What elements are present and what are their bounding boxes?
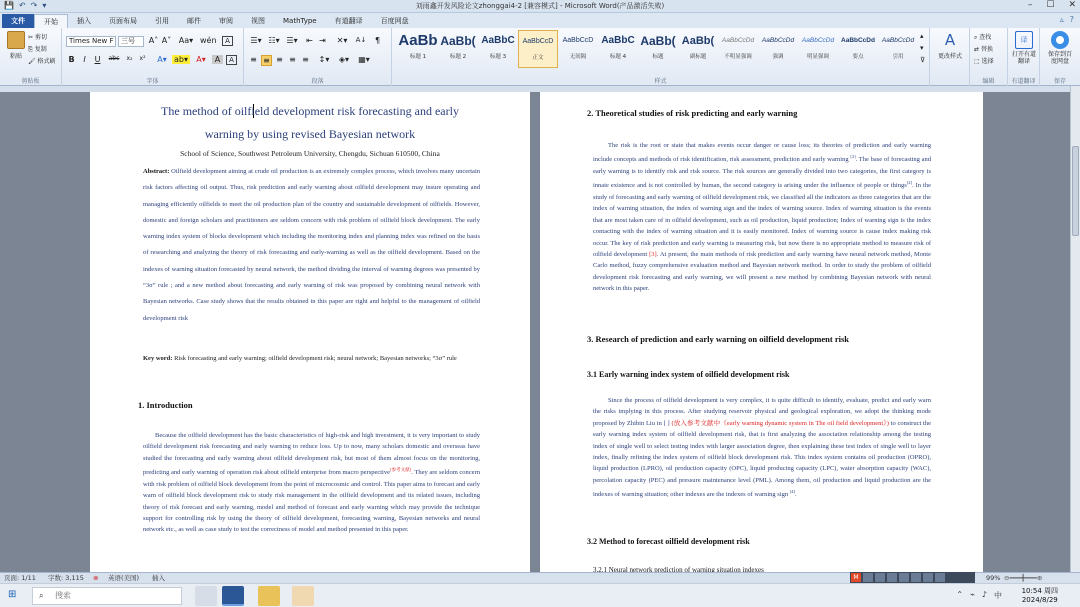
style-emphasis[interactable]: AaBbCcDd 强调 [761,37,795,60]
abstract-label: Abstract: [143,168,170,175]
section-1-heading: 1. Introduction [138,400,193,410]
tab-file[interactable]: 文件 [2,14,34,28]
replace-button[interactable]: ⇄ 替换 [974,46,993,53]
distribute-button[interactable]: ≡ [302,55,309,64]
bullets-button[interactable]: ☰▾ [250,36,262,45]
tab-review[interactable]: 审阅 [219,17,233,25]
save-group-label: 保存 [1053,78,1066,85]
ime-help-icon[interactable] [923,573,933,582]
tray-expand-icon[interactable]: ⌃ [956,590,964,599]
paper-title-line-1: The method of oilfield development risk forecasting and early [161,104,459,118]
group-save [1040,28,1080,86]
multilevel-list-button[interactable]: ☰▾ [286,36,298,45]
tab-mailings[interactable]: 邮件 [187,17,201,25]
shading-button[interactable]: ◈▾ [338,55,350,64]
underline-button[interactable]: U [94,55,101,64]
ime-mode-icon[interactable] [863,573,873,582]
style-heading-2[interactable]: AaBb( 标题 2 [440,34,476,60]
input-method-bar[interactable] [850,572,975,583]
clock[interactable]: 10:54 周四 2024/8/29 [1021,587,1058,604]
styles-scroll-down-icon[interactable]: ▾ [920,44,924,52]
maximize-button[interactable]: ☐ [1046,0,1055,10]
title-bar [0,0,1080,13]
keywords-text: Risk forecasting and early warning; oilfield development risk; neural network; Bayesian networks; “3σ” rule [172,355,457,362]
numbering-button[interactable]: ☷▾ [268,36,280,45]
group-editing [970,28,1008,86]
ribbon-corner-controls [1060,15,1074,24]
volume-icon[interactable]: ♪ [981,590,987,599]
group-paragraph [244,28,392,86]
windows-start-icon[interactable]: ⊞ [8,589,17,600]
tab-view[interactable]: 视图 [251,17,265,25]
styles-scroll-up-icon[interactable]: ▴ [920,32,924,40]
styles-group-label: 样式 [654,78,667,85]
tab-baidu-netdisk[interactable]: 百度网盘 [380,17,409,25]
document-workspace [0,92,1070,572]
highlight-button[interactable]: ab▾ [174,55,188,64]
abstract-paragraph [143,164,480,327]
language-indicator[interactable]: 英语(美国) [108,574,140,582]
style-normal[interactable]: AaBbCcD 正文 [518,30,558,68]
open-youdao-button[interactable]: 译 打开有道翻译 [1010,31,1038,65]
undo-icon[interactable]: ↶ [18,1,26,10]
phonetic-guide-button[interactable]: wén [200,36,217,45]
line-spacing-button[interactable]: ↕▾ [318,55,330,64]
superscript-button[interactable]: x² [139,55,146,62]
ime-keyboard-icon[interactable] [887,573,897,582]
word-taskbar-icon[interactable] [222,586,244,606]
style-heading-3[interactable]: AaBbC 标题 3 [481,35,515,60]
ime-punct-icon[interactable] [875,573,885,582]
ime-menu-icon[interactable] [935,573,945,582]
keywords-label: Key word: [143,355,173,362]
group-styles [392,28,930,86]
taskbar-search-input[interactable]: ⌕ 搜索 [32,587,182,605]
document-page-1[interactable] [90,92,530,572]
style-title[interactable]: AaBb( 标题 [640,34,676,60]
reference-note: (放入参考文献中《early warning dynamic system in The oil field development》) [671,419,889,427]
borders-button[interactable]: ▦▾ [358,55,370,64]
help-icon[interactable]: ? [1069,15,1074,24]
ime-tray-icon[interactable]: 中 [994,591,1002,600]
intro-citation: [参考文献] [390,467,412,473]
shrink-font-button[interactable]: A˅ [161,36,172,45]
redo-icon[interactable]: ↷ [30,1,38,10]
increase-indent-button[interactable]: ⇥ [319,36,326,45]
subscript-button[interactable]: x₂ [126,55,133,62]
section-3-2-heading: 3.2 Method to forecast oilfield development risk [587,537,750,546]
tab-mathtype[interactable]: MathType [283,17,317,25]
paper-title-line-2: warning by using revised Bayesian network [204,127,416,141]
grow-font-button[interactable]: A˄ [148,36,159,45]
group-youdao [1008,28,1040,86]
group-font [62,28,244,86]
font-size-select[interactable]: 三号 [118,36,144,47]
chinese-layout-button[interactable]: ✕▾ [336,36,348,45]
network-icon[interactable]: ⌁ [970,590,975,599]
taskbar [0,583,1080,607]
style-heading-4[interactable]: AaBbC 标题 4 [601,35,635,60]
format-painter-button[interactable]: 🖌 格式刷 [28,58,56,65]
justify-button[interactable]: ≡ [289,55,296,64]
tab-page-layout[interactable]: 页面布局 [109,17,137,25]
intro-paragraph: Because the oilfield development has the basic characteristics of high-risk and high investment, it is very important to study oilfield development risk forecasting and early warning to reduce loss. Up to now, many scholars domestic and overseas have studied the forecasting and early warning about oilfield development risk, but most of them almost focus on the monitoring, predicting and early warning of operation risk about oilfield enterprise from macro perspective[参考文献]. They are seldom concern with risk problem of oilfield block development from the point of microcosmic and control. This paper aims to forecast and early warn of oilfield block development risk to study risk management in the oilfield development and its related issues, including theory of risk forecast and early warning, model and method of forecast and early warning which may provide the technique support for controlling risk by using the theory of oilfield development, forecasting warning, Bayesian networks and neural network etc., as well as case study to test the correctness of model and method presented in this paper. [143,432,480,534]
zoom-level[interactable]: 99% [986,574,1001,582]
font-color-button[interactable]: A▾ [196,55,206,64]
customize-qat-icon[interactable]: ▾ [42,1,47,10]
style-subtitle[interactable]: AaBb( 副标题 [681,35,715,60]
align-left-button[interactable]: ≡ [250,55,257,64]
ribbon-home [0,28,1080,86]
copy-button[interactable]: ⎘ 复制 [28,46,47,53]
search-icon: ⌕ [39,591,44,600]
vertical-scrollbar[interactable] [1070,86,1080,572]
section-3-heading: 3. Research of prediction and early warning on oilfield development risk [587,334,850,344]
style-intense-emphasis[interactable]: AaBbCcDd 明显强调 [801,37,835,60]
styles-more-icon[interactable]: ⊽ [920,56,926,64]
tab-insert[interactable]: 插入 [77,17,91,25]
collapse-ribbon-icon[interactable]: ▵ [1059,15,1064,24]
save-icon[interactable]: 💾 [4,1,14,10]
text-effects-button[interactable]: A▾ [157,55,167,64]
editing-group-label: 编辑 [982,78,995,85]
decrease-indent-button[interactable]: ⇤ [306,36,313,45]
save-to-baidu-button[interactable]: 保存到百度网盘 [1046,31,1074,65]
find-button[interactable]: ⌕ 查找 [974,34,992,41]
sort-button[interactable]: A↓ [355,36,367,44]
page-count[interactable]: 页面: 1/11 [4,574,36,582]
youdao-group-label: 有道翻译 [1011,78,1036,85]
change-case-button[interactable]: Aa▾ [178,36,194,45]
image-viewer-icon[interactable] [292,586,314,606]
font-group-label: 字体 [146,78,159,85]
system-tray [956,590,1002,601]
task-view-icon[interactable] [195,586,217,606]
bold-button[interactable]: B [68,55,75,64]
tab-home[interactable]: 开始 [34,14,68,28]
section-3-2-1-heading: 3.2.1 Neural network prediction of warning situation indexes [593,566,764,572]
style-no-spacing[interactable]: AaBbCcD 无间隔 [562,37,594,60]
abstract-text: Oilfield development aiming at crude oil production is an extremely complex process, which involves many uncertain risk factors affecting oil output. Thus, risk prediction and early warning about oilfield development may insure operating and managing efficiently oilfields to meet the oil production plan of the country and sustainable development of oilfields. However, domestic and foreign scholars and practitioners are seldom concern with risk problem of oilfield block development. The early warning index system of blocks development which including the monitoring index and planning index was refined on the basis of researching and analyzing the theory of risk forecasting and early-warning as well as the oilfield development. Based on the indexes of warning situation forecasted by neural network, the method dividing the interval of warning degrees was presented by “3σ” rule ; and a new method about forecasting and early warning of risk was proposed by combining neural network with Bayesian networks. Case study shows that the results obtained in this paper are right and helpful to the management of oilfield development risk [143,168,480,322]
cut-button[interactable]: ✂ 剪切 [28,34,47,41]
char-border-button[interactable]: A [226,55,237,65]
ribbon-tabs [0,13,1080,28]
show-marks-button[interactable]: ¶ [374,36,381,45]
align-right-button[interactable]: ≡ [276,55,283,64]
style-heading-1[interactable]: AaBb 标题 1 [398,32,438,60]
close-button[interactable]: ✕ [1068,0,1076,10]
strikethrough-button[interactable]: abc [108,55,120,62]
section-3-1-paragraph: Since the process of oilfield development is very complex, it is quite difficult to identify, evaluate, predict and early warn the risks implying in this process. After studying reservoir physical and geological exploration, we adopt the thinking mode proposed by Zhibin Liu in [ ] (放入参考文献中《early warning dynamic system in The oil field development》) to construct the early warning index system of oilfield development risk, that is first analyzing the association relationship among the testing index of single well to select testing index with larger association degree, then explaining these test index of single well to layer index, finally refining the index system of oilfield block development risk. This index system contains oil production (OPRO), liquid production (LPRO), oil production capacity (OPC), liquid producing capacity (LPC), water absorption capacity (WAC), percolation capacity (PEC) and pressure maintenance level (PML). Among them, oil production and liquid production are the indexes of warning situation; other indexes are the indexes of warning sign [4]. [593,397,932,499]
tab-references[interactable]: 引用 [155,17,169,25]
paste-button[interactable]: 粘贴 [2,31,30,60]
translate-icon: 译 [1015,31,1033,49]
font-name-select[interactable]: Times New F [66,36,116,47]
style-quote[interactable]: AaBbCcDd 引用 [881,37,915,60]
document-page-2[interactable] [540,92,983,572]
change-styles-icon: A [944,31,956,49]
word-count[interactable]: 字数: 3,115 [48,574,84,582]
paragraph-group-label: 段落 [311,78,324,85]
clipboard-group-label: 剪贴板 [21,78,40,85]
ime-tools-icon[interactable] [899,573,909,582]
select-button[interactable]: ⬚ 选择 [974,58,994,65]
char-shading-button[interactable]: A [212,55,223,64]
ime-logo-icon[interactable]: M [851,573,861,582]
italic-button[interactable]: I [83,55,86,64]
style-strong[interactable]: AaBbCcDd 要点 [841,37,875,60]
zoom-slider[interactable]: ⊖━━━╋━━━⊕ [1004,574,1043,582]
baidu-netdisk-icon [1051,31,1069,49]
style-subtle-emphasis[interactable]: AaBbCcDd 不明显强调 [721,37,755,60]
section-2-heading: 2. Theoretical studies of risk predicting and early warning [587,108,798,118]
ime-skin-icon[interactable] [911,573,921,582]
scrollbar-thumb[interactable] [1072,146,1079,236]
keywords-paragraph [143,354,480,364]
section-2-paragraph: The risk is the root or state that makes events occur danger or cause loss; its theories of prediction and early warning include concepts and methods of risk identification, risk assessment, prediction and early warning [2]. The base of forecasting and early warning is to identify risk and risk source. The risk sources are generally divided into two categories, the first category is innate existence and is not controlled by human, the second category is arising under the influence of people or things[2]. In the study of forecasting and early warning of oilfield development risk, we classified all the indicators as three categories that are the index of warning situation, the index of warning sign and the index of warning source. Index of warning situation is the events that are most taken care of in oilfield development, such as oil production, liquid production; Index of warning sign is the index contacting with the index of warning situation and it is easily monitored. Index of warning source is cause index making risk occur. The key of risk prediction and early warning is measuring risk, but now there is no appropriate method to measure risk of oilfield development [3]. At present, the main methods of risk prediction and early warning have neural network method, Monte Carlo method, fuzzy comprehensive evaluation method and Bayesian network method. In order to study the problem of oilfield development risk forecasting and early warning, we will present a new method by combining Bayesian network with neural network in this paper. [593,142,931,293]
window-title: 刘雨鑫开发风险论文zhonggai4-2 [兼容模式] - Microsoft Word(产品激活失败) [415,2,665,10]
section-3-1-heading: 3.1 Early warning index system of oilfield development risk [587,370,790,379]
minimize-button[interactable]: – [1027,0,1033,10]
change-styles-button[interactable]: A 更改样式 [937,31,962,60]
insert-mode[interactable]: 插入 [152,574,165,582]
tab-youdao[interactable]: 有道翻译 [334,17,363,25]
enclose-char-button[interactable]: A [222,36,233,46]
group-change-styles [930,28,970,86]
align-center-button[interactable]: ≡ [261,55,272,66]
affiliation: School of Science, Southwest Petroleum University, Chengdu, Sichuan 610500, China [180,149,440,158]
group-clipboard [0,28,62,86]
proofing-icon[interactable]: ⊗ [93,574,99,582]
window-controls [1028,0,1076,10]
file-explorer-icon[interactable] [258,586,280,606]
paste-icon [7,31,25,49]
